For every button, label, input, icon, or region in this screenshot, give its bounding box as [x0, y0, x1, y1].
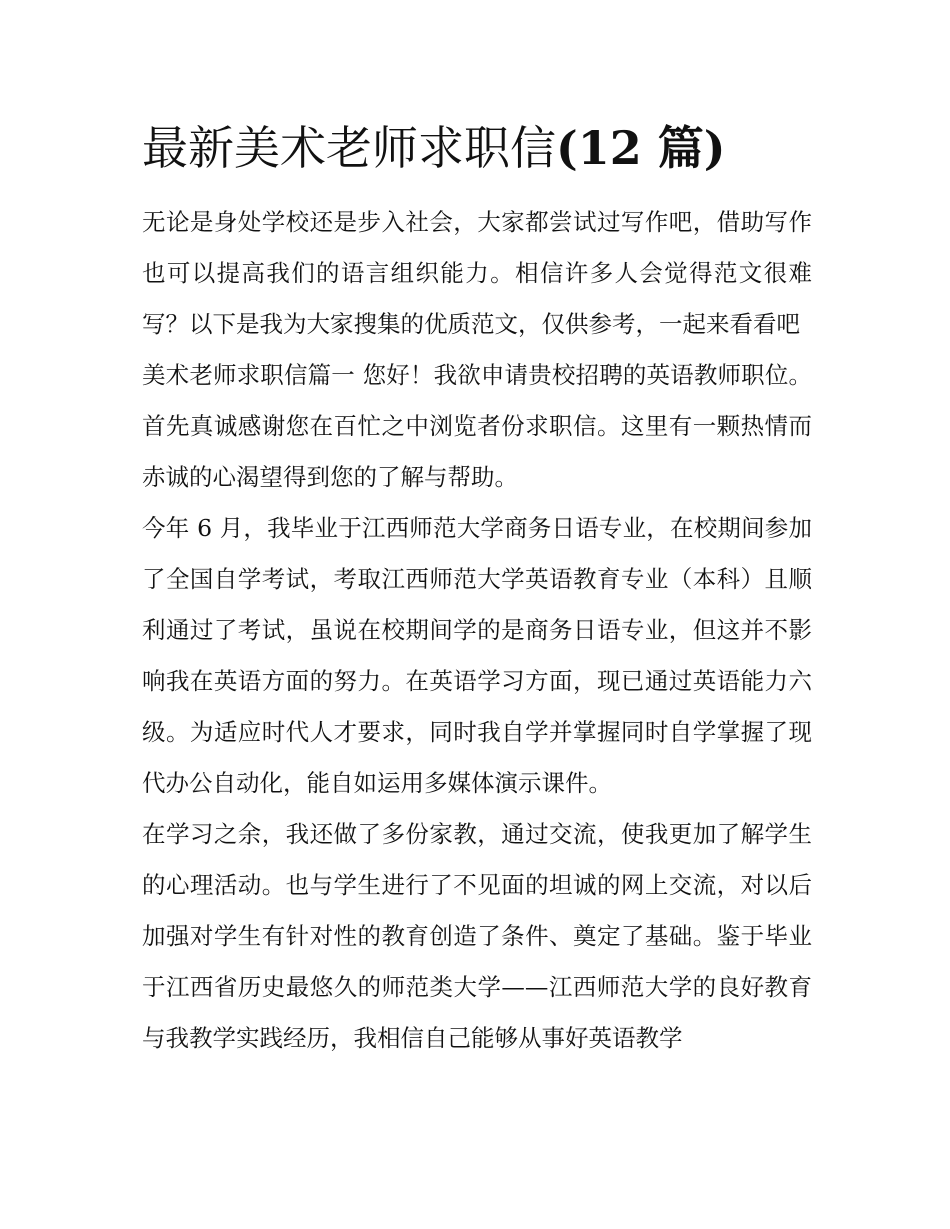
- document-content: [142, 116, 812, 1064]
- letter-paragraph-1: 美术老师求职信篇一 您好！我欲申请贵校招聘的英语教师职位。首先真诚感谢您在百忙之中浏览者份求职信。这里有一颗热情而赤诚的心渴望得到您的了解与帮助。: [142, 361, 812, 491]
- title-count: (12 篇): [556, 121, 726, 175]
- letter-paragraph-2: 今年 6 月，我毕业于江西师范大学商务日语专业，在校期间参加了全国自学考试，考取江西师范大学英语教育专业（本科）且顺利通过了考试，虽说在校期间学的是商务日语专业，但这并不影响我在英语方面的努力。在英语学习方面，现已通过英语能力六级。为适应时代人才要求，同时我自学并掌握同时自学掌握了现代办公自动化，能自如运用多媒体演示课件。: [142, 514, 812, 797]
- letter-paragraph-3: 在学习之余，我还做了多份家教，通过交流，使我更加了解学生的心理活动。也与学生进行了不见面的坦诚的网上交流，对以后加强对学生有针对性的教育创造了条件、奠定了基础。鉴于毕业于江西省历史最悠久的师范类大学——江西师范大学的良好教育与我教学实践经历，我相信自己能够从事好英语教学: [142, 820, 812, 1052]
- intro-paragraph: 无论是身处学校还是步入社会，大家都尝试过写作吧，借助写作也可以提高我们的语言组织能力。相信许多人会觉得范文很难写？以下是我为大家搜集的优质范文，仅供参考，一起来看看吧: [142, 208, 812, 338]
- page-title: [142, 116, 812, 180]
- title-main: 最新美术老师求职信: [142, 121, 556, 175]
